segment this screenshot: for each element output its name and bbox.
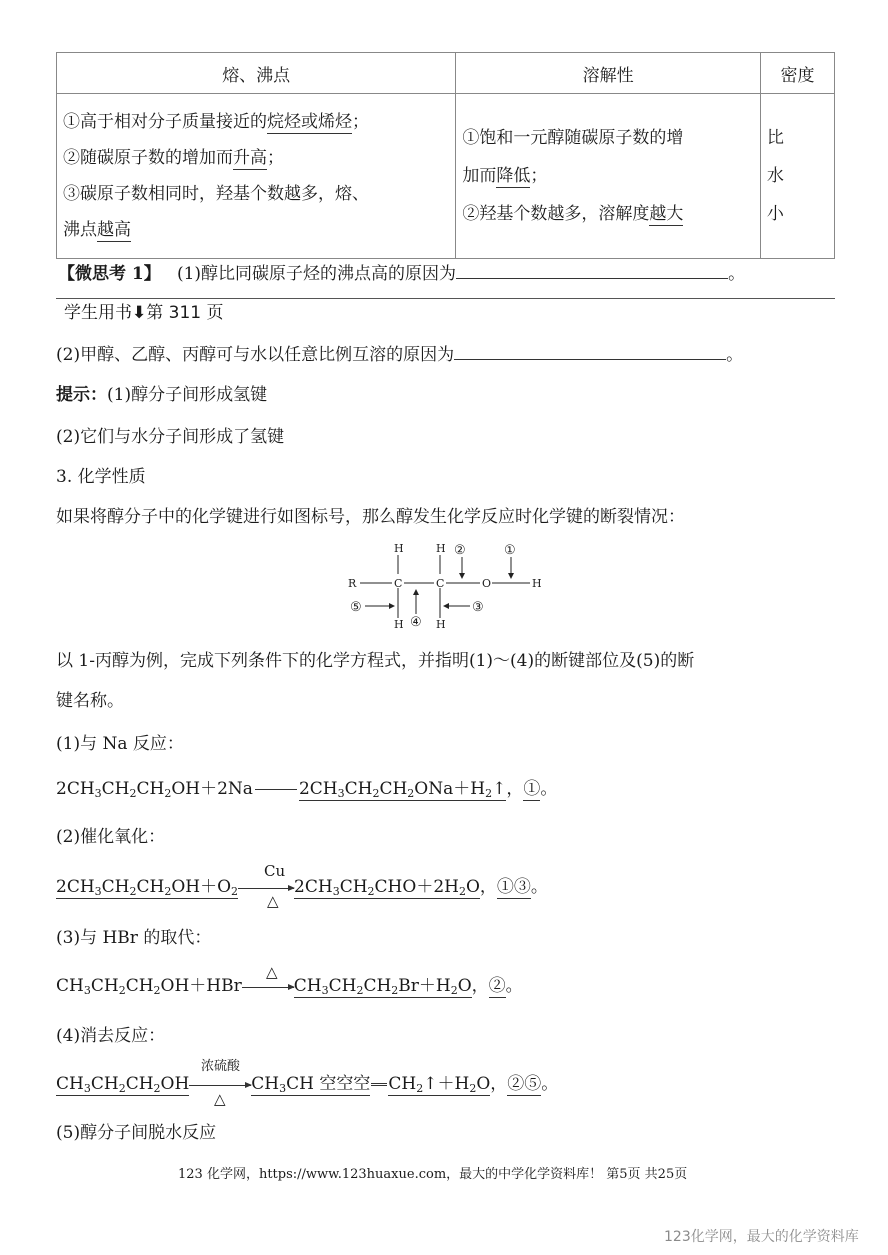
cell-mp-bp: ①高于相对分子质量接近的烷烃或烯烃； ②随碳原子数的增加而升高； ③碳原子数相同时，羟基个数越多，熔、 沸点越高	[57, 94, 456, 259]
reaction-2-catalyst: Cu	[264, 862, 286, 880]
hint-1: 提示：(1)醇分子间形成氢键	[56, 385, 268, 405]
bond-diagram	[340, 540, 550, 632]
label-1: ①	[504, 543, 516, 558]
cell-density: 比 水 小	[760, 94, 834, 259]
student-book-ref: 学生用书⬇第 311 页	[64, 303, 224, 323]
reaction-1-equation: $2CH_3CH_2CH_2OH+2Na$ $2CH_3CH_2CH_2ONa+H_2↑$，①。	[56, 779, 558, 800]
atom-h-top-1: H	[394, 542, 404, 555]
section-title: 3. 化学性质	[56, 467, 146, 487]
atom-c1: C	[394, 577, 403, 590]
properties-table	[56, 52, 835, 259]
reaction-4-title: (4)消去反应：	[56, 1026, 166, 1046]
atom-c2: C	[436, 577, 445, 590]
intro-text: 如果将醇分子中的化学键进行如图标号，那么醇发生化学反应时化学键的断裂情况：	[56, 507, 685, 527]
page-footer: 123 化学网，https://www.123huaxue.com，最大的中学化学资料库！ 第5页 共25页	[178, 1167, 688, 1182]
task-line-1: 以 1-丙醇为例，完成下列条件下的化学方程式，并指明(1)～(4)的断键部位及(5)的断	[56, 651, 695, 671]
divider	[56, 298, 835, 299]
hint-2: (2)它们与水分子间形成了氢键	[56, 427, 285, 447]
atom-h-right: H	[532, 577, 542, 590]
reaction-5-title: (5)醇分子间脱水反应	[56, 1123, 217, 1143]
question-2: (2)甲醇、乙醇、丙醇可与水以任意比例互溶的原因为 。	[56, 345, 744, 365]
label-3: ③	[472, 600, 484, 615]
reaction-1-title: (1)与 Na 反应：	[56, 734, 184, 754]
label-4: ④	[410, 615, 422, 630]
atom-r: R	[348, 577, 357, 590]
atom-h-bottom-2: H	[436, 618, 446, 631]
reaction-2-equation: $2CH_3CH_2CH_2OH+O_2$ $2CH_3CH_2CHO+2H_2O$，①③。	[56, 877, 548, 898]
reaction-3-title: (3)与 HBr 的取代：	[56, 928, 212, 948]
reaction-4-equation: $CH_3CH_2CH_2OH$ $CH_3CH$ 空空空 $CH_2↑+H_2O$，②⑤。	[56, 1074, 559, 1095]
header-solubility: 溶解性	[456, 53, 761, 94]
atom-o: O	[482, 577, 492, 590]
atom-h-top-2: H	[436, 542, 446, 555]
reaction-4-catalyst: 浓硫酸	[201, 1059, 241, 1074]
label-5: ⑤	[350, 600, 362, 615]
header-density: 密度	[760, 53, 834, 94]
reaction-3-equation: $CH_3CH_2CH_2OH+HBr$ $CH_3CH_2CH_2Br+H_2O$，②。	[56, 976, 523, 997]
task-line-2: 键名称。	[56, 691, 124, 711]
header-mp-bp: 熔、沸点	[57, 53, 456, 94]
label-2: ②	[454, 543, 466, 558]
reaction-2-title: (2)催化氧化：	[56, 827, 166, 847]
reaction-2-heat: △	[267, 892, 279, 910]
reaction-4-heat: △	[214, 1090, 226, 1108]
think-question-1: 【微思考 1】 (1)醇比同碳原子烃的沸点高的原因为 。	[58, 264, 746, 284]
watermark: 123化学网，最大的化学资料库	[664, 1229, 859, 1245]
cell-solubility: ①饱和一元醇随碳原子数的增 加而降低； ②羟基个数越多，溶解度越大	[456, 94, 761, 259]
reaction-3-heat: △	[266, 963, 278, 981]
atom-h-bottom-1: H	[394, 618, 404, 631]
